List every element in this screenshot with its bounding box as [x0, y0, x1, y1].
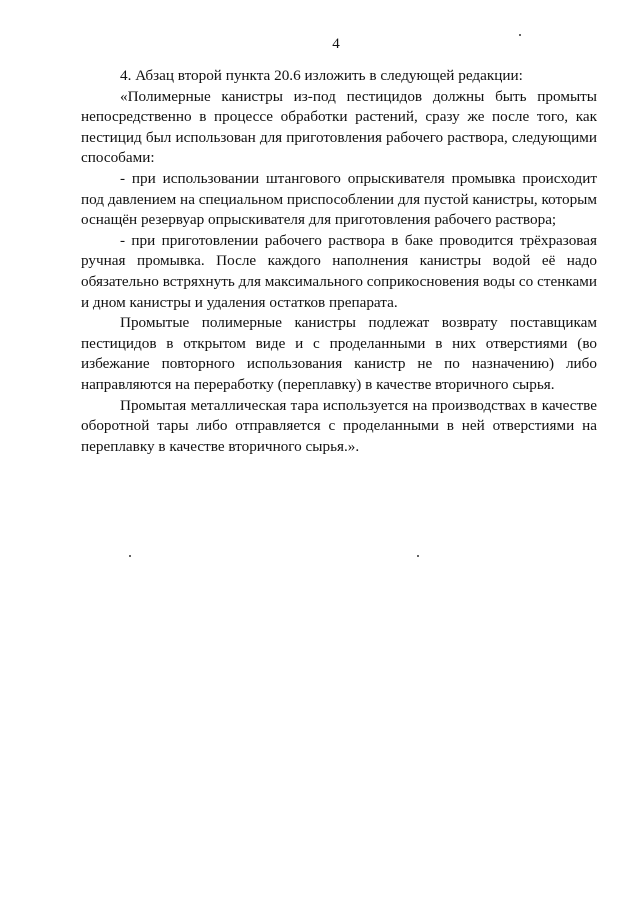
- paragraph-canister-washing: «Полимерные канистры из-под пестицидов должны быть промыты непосредственно в процессе обработки растений, сразу же после того, как пестицид был использован для приготовления рабочего раствора, следующими способами:: [81, 87, 597, 167]
- document-body: [81, 66, 597, 457]
- paragraph-metal-containers: Промытая металлическая тара используется на производствах в качестве оборотной тары либо отправляется с проделанными в ней отверстиями на переплавку в качестве вторичного сырья.».: [81, 396, 597, 455]
- scan-speck: [519, 34, 521, 36]
- page-number: 4: [332, 36, 340, 52]
- paragraph-boom-sprayer: - при использовании штангового опрыскивателя промывка происходит под давлением на специальном приспособлении для пустой канистры, которым оснащён резервуар опрыскивателя для приготовления рабочего раствора;: [81, 169, 597, 229]
- paragraph-manual-rinse: - при приготовлении рабочего раствора в баке проводится трёхразовая ручная промывка. После каждого наполнения канистры водой её надо обязательно встряхнуть для максимального соприкосновения воды со стенками и дном канистры и удаления остатков препарата.: [81, 231, 597, 311]
- scan-speck: [417, 555, 419, 557]
- paragraph-polymer-return: Промытые полимерные канистры подлежат возврату поставщикам пестицидов в открытом виде и с проделанными в них отверстиями (во избежание повторного использования канистр не по назначению) либо направляются на переработку (переплавку) в качестве вторичного сырья.: [81, 314, 597, 393]
- scan-speck: [129, 555, 131, 557]
- paragraph-amendment-heading: 4. Абзац второй пункта 20.6 изложить в следующей редакции:: [120, 67, 523, 84]
